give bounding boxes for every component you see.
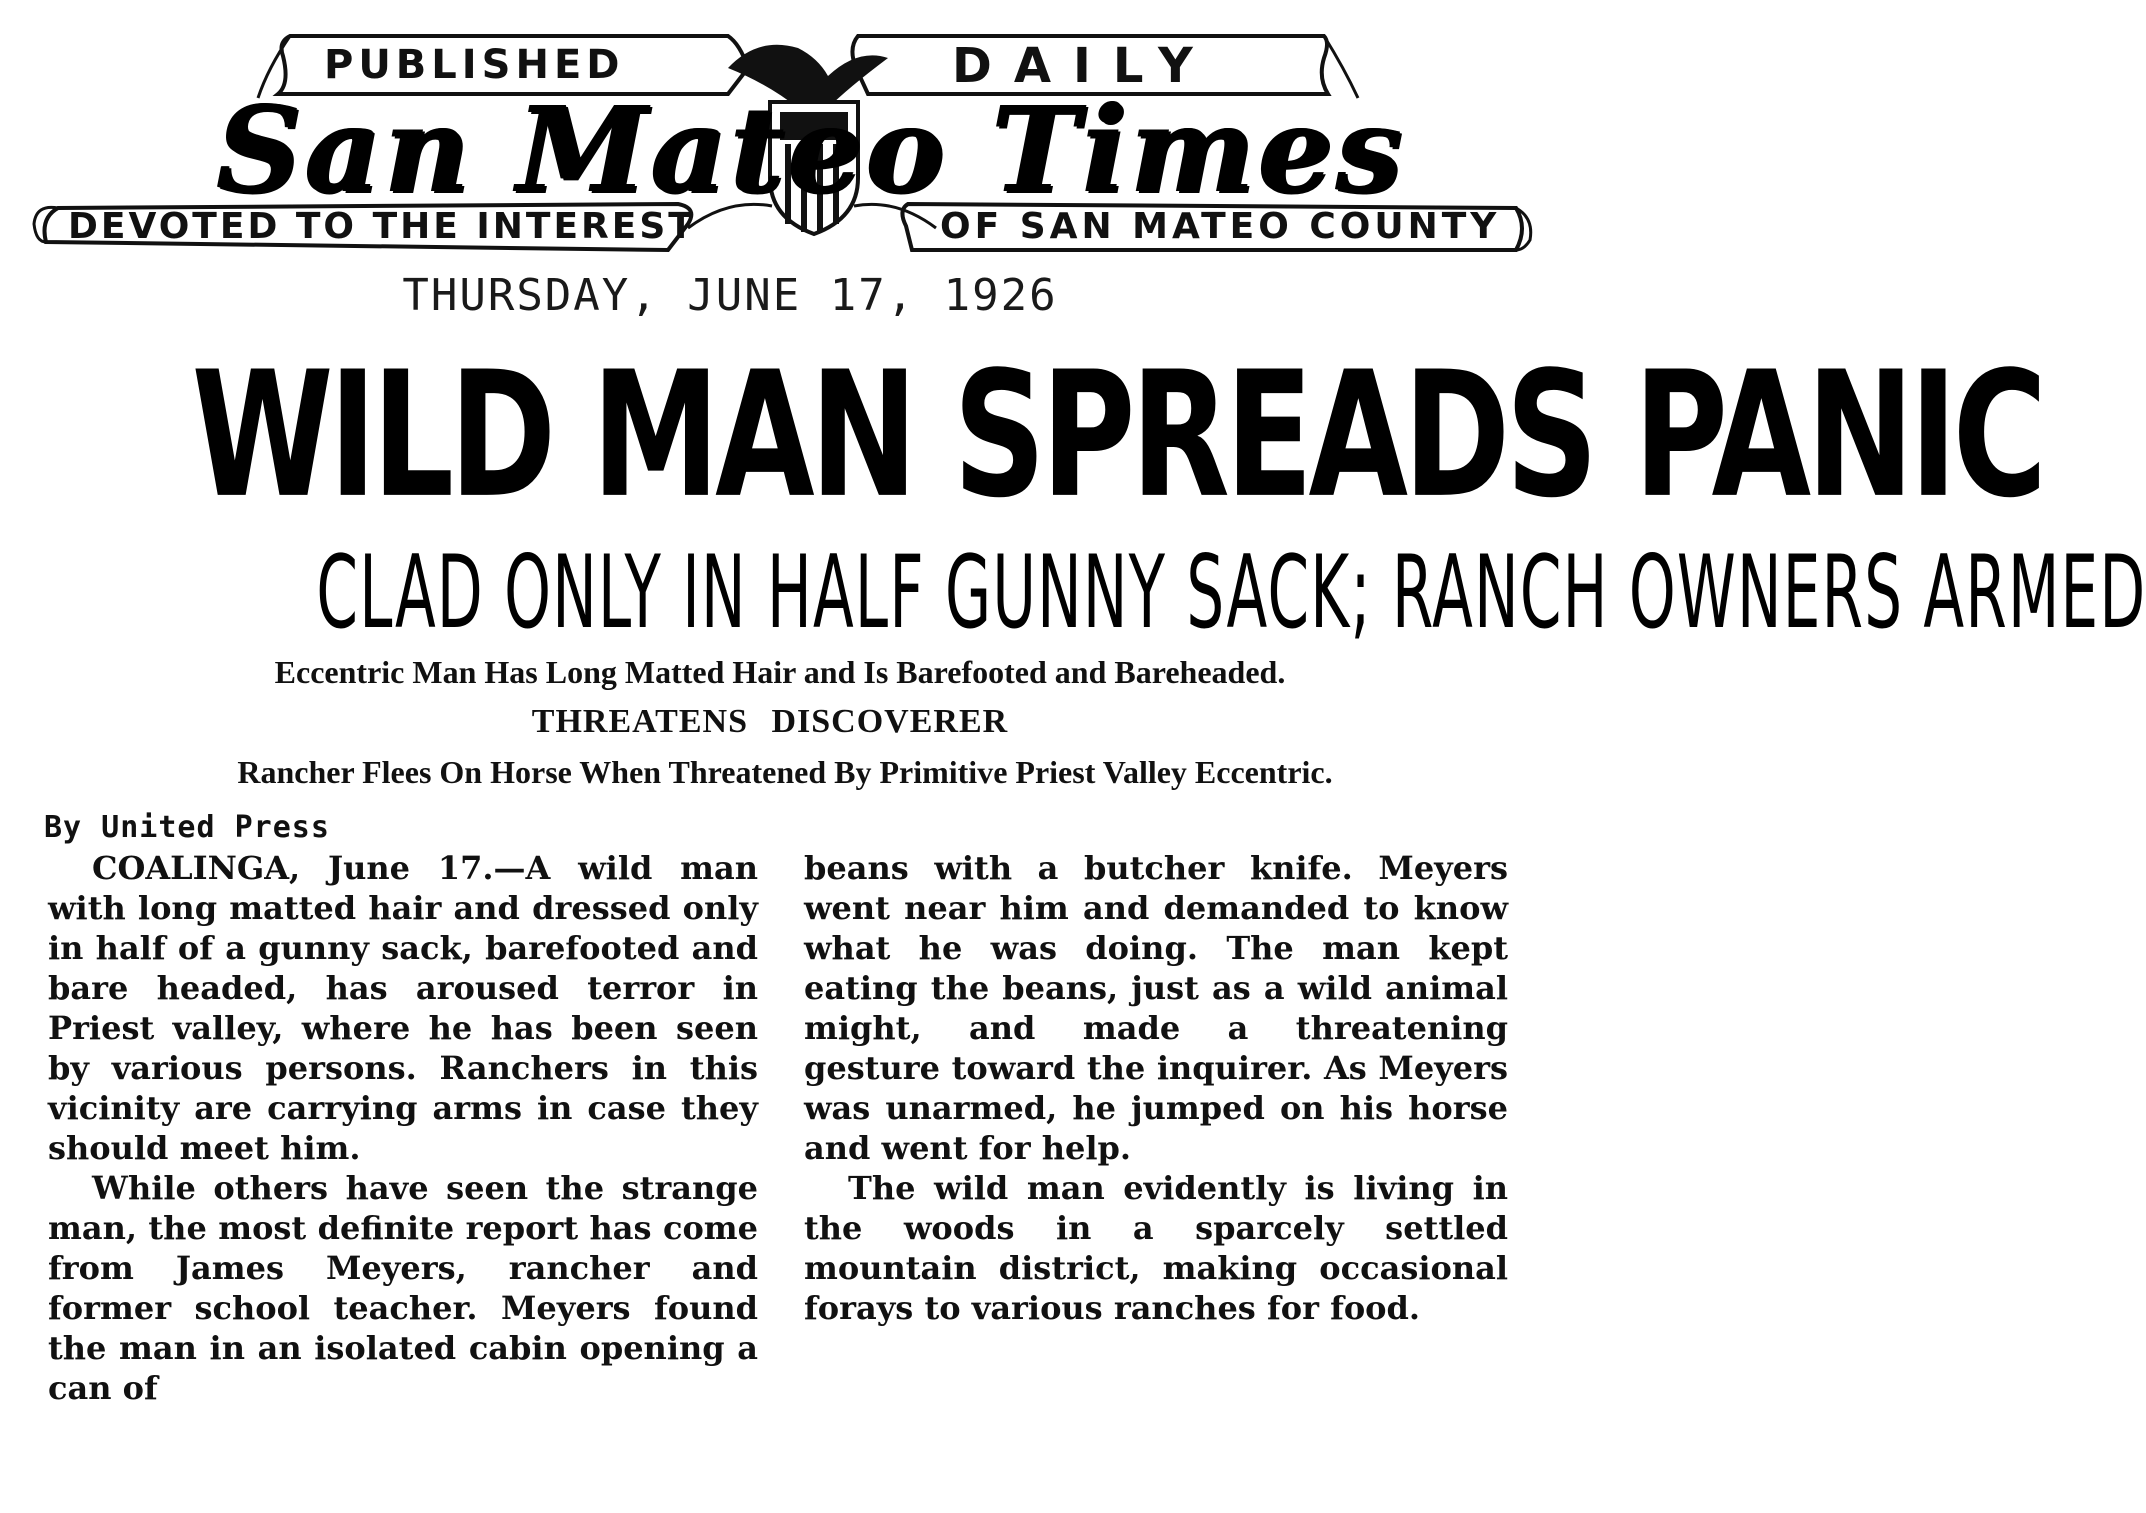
deck-line-3: Rancher Flees On Horse When Threatened By Primitive Priest Valley Eccentric. [237,754,1333,790]
article-paragraph: The wild man evidently is living in the woods in a sparcely settled mountain district, making occasional forays to various ranches for food. [804,1169,1508,1327]
deck-line-2: THREATENS DISCOVERER [531,703,1009,740]
main-headline: WILD MAN SPREADS PANIC [191,334,2043,536]
masthead-published: PUBLISHED [324,42,625,88]
masthead-ribbon-left: DEVOTED TO THE INTEREST [68,206,696,247]
article-paragraph: While others have seen the strange man, the most definite report has come from James Meyers, rancher and former school teacher. Meyers found the man in an isolated cabin opening a can of [48,1169,758,1407]
article-byline: By United Press [44,810,330,845]
masthead-ribbon-right: OF SAN MATEO COUNTY [940,206,1501,247]
masthead [28,28,1573,268]
article-column-left [48,848,758,1408]
article-paragraph: COALINGA, June 17.—A wild man with long matted hair and dressed only in half of a gunny sack, barefooted and bare headed, has aroused terror in Priest valley, where he has been seen by various persons. Ranchers in this vicinity are carrying arms in case they should meet him. [48,849,758,1167]
subheadline: CLAD ONLY IN HALF GUNNY SACK; RANCH OWNERS ARMED [316,533,2146,652]
newspaper-nameplate: San Mateo Times [216,80,1406,219]
publication-date: THURSDAY, JUNE 17, 1926 [402,270,1058,321]
masthead-daily: DAILY [952,38,1215,94]
article-column-right [804,848,1508,1328]
article-paragraph: beans with a butcher knife. Meyers went near him and demanded to know what he was doing. The man kept eating the beans, just as a wild animal might, and made a threatening gesture toward the inquirer. As Meyers was unarmed, he jumped on his horse and went for help. [804,849,1508,1167]
deck-line-1: Eccentric Man Has Long Matted Hair and Is Barefooted and Bareheaded. [274,654,1286,690]
